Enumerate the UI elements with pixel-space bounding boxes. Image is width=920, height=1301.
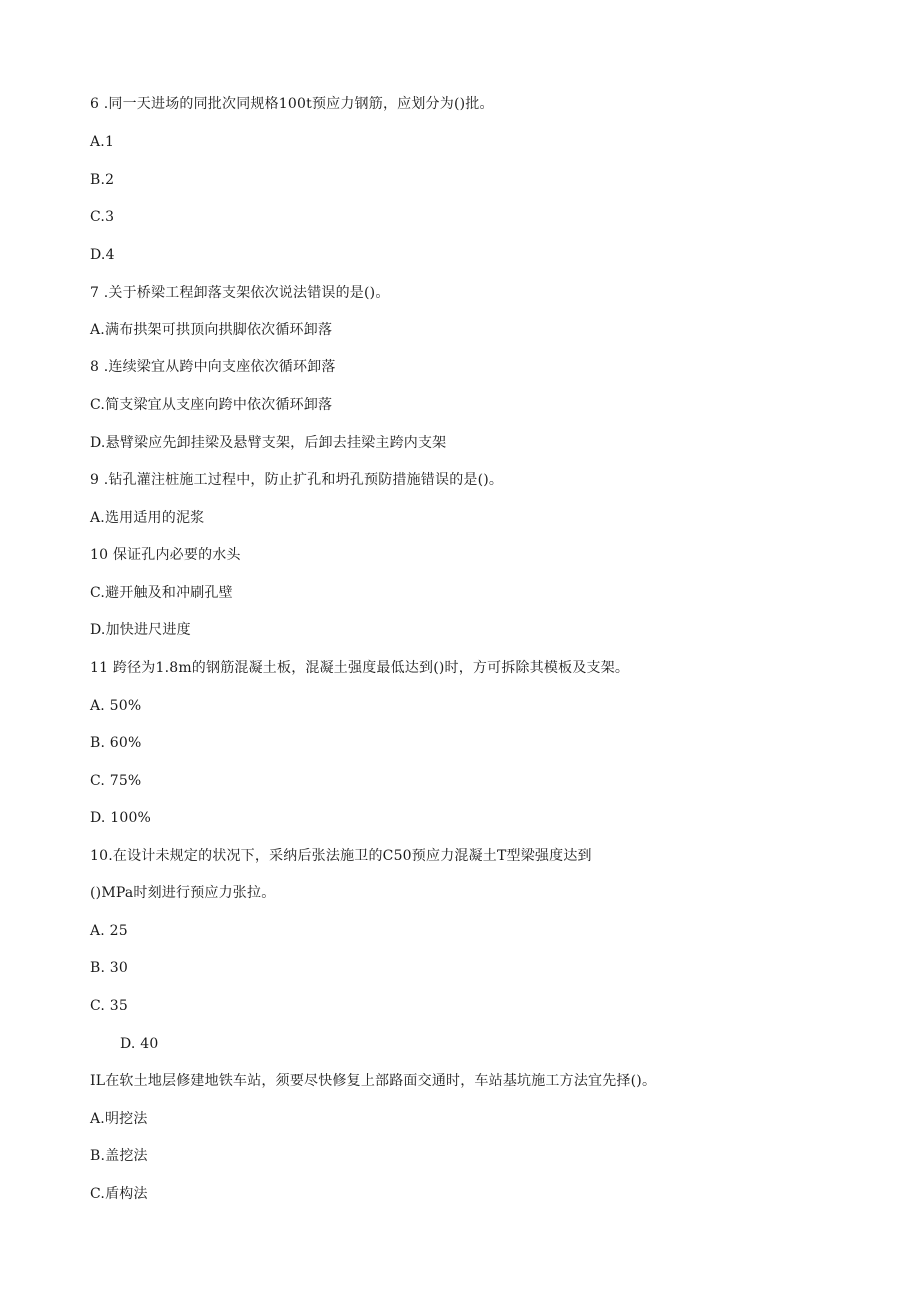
question-6-option-a: A.1	[90, 134, 115, 150]
question-10-text-line-2: ()MPa时刻进行预应力张拉。	[90, 885, 276, 901]
question-7-text: 7 .关于桥梁工程卸落支架依次说法错误的是()。	[90, 285, 390, 301]
question-11-option-c: C. 75%	[90, 773, 142, 789]
question-11-option-d: D. 100%	[90, 810, 152, 826]
question-7-option-c: C.简支梁宜从支座向跨中依次循环卸落	[90, 397, 333, 413]
question-11-option-b: B. 60%	[90, 735, 142, 751]
question-il-option-b: B.盖挖法	[90, 1148, 148, 1164]
question-il-option-a: A.明挖法	[90, 1111, 148, 1127]
question-il-option-c: C.盾构法	[90, 1186, 148, 1202]
question-9-text: 9 .钻孔灌注桩施工过程中，防止扩孔和坍孔预防措施错误的是()。	[90, 472, 504, 488]
question-6-option-d: D.4	[90, 247, 115, 263]
question-10-text-line-1: 10.在设计未规定的状况下，采纳后张法施卫的C50预应力混凝土T型梁强度达到	[90, 848, 592, 864]
question-il-text: IL在软土地层修建地铁车站，须要尽快修复上部路面交通时，车站基坑施工方法宜先择()。	[90, 1073, 657, 1089]
question-9-option-b: 10 保证孔内必要的水头	[90, 547, 241, 563]
question-11-option-a: A. 50%	[90, 698, 142, 714]
question-7-option-a: A.满布拱架可拱顶向拱脚依次循环卸落	[90, 322, 333, 338]
question-7-option-b: 8 .连续梁宜从跨中向支座依次循环卸落	[90, 359, 336, 375]
question-7-option-d: D.悬臂梁应先卸挂梁及悬臂支架，后卸去挂梁主跨内支架	[90, 435, 447, 451]
question-9-option-d: D.加快进尺进度	[90, 622, 191, 638]
question-9-option-a: A.选用适用的泥浆	[90, 510, 205, 526]
question-6-option-c: C.3	[90, 209, 115, 225]
question-6-text: 6 .同一天进场的同批次同规格100t预应力钢筋，应划分为()批。	[90, 96, 494, 112]
question-10-option-a: A. 25	[90, 923, 128, 939]
question-9-option-c: C.避开触及和冲刷孔壁	[90, 585, 233, 601]
question-6-option-b: B.2	[90, 172, 115, 188]
question-11-text: 11 跨径为1.8m的钢筋混凝土板，混凝土强度最低达到()时，方可拆除其模板及支架。	[90, 660, 630, 676]
question-10-option-d: D. 40	[120, 1036, 159, 1052]
question-10-option-b: B. 30	[90, 960, 129, 976]
question-10-option-c: C. 35	[90, 998, 128, 1014]
